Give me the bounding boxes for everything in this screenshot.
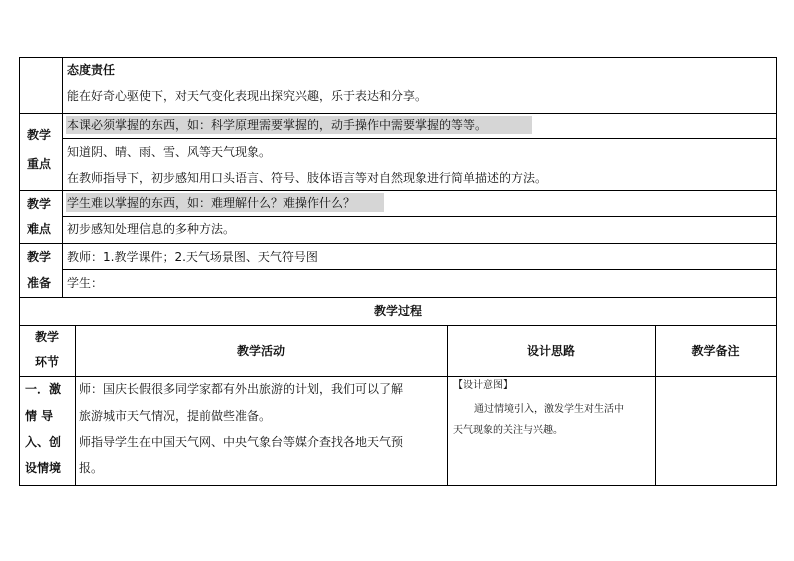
row1-design-tag: 【设计意图】 bbox=[453, 380, 513, 391]
preparation-label-line2: 准备 bbox=[27, 276, 52, 290]
key-points-label-line1: 教学 bbox=[27, 128, 52, 142]
difficult-points-note: 学生难以掌握的东西，如：难理解什么？难操作什么？ bbox=[67, 196, 356, 210]
row1-design-line1: 通过情境引入，激发学生对生活中 bbox=[474, 404, 624, 415]
header-design: 设计思路 bbox=[526, 344, 575, 358]
key-points-line1: 知道阴、晴、雨、雪、风等天气现象。 bbox=[67, 145, 272, 159]
row1-stage-line4: 设情境 bbox=[25, 461, 62, 475]
row1-design-line2: 天气现象的关注与兴趣。 bbox=[453, 425, 563, 436]
key-points-line2: 在教师指导下，初步感知用口头语言、符号、肢体语言等对自然现象进行简单描述的方法。 bbox=[67, 171, 548, 185]
header-activity: 教学活动 bbox=[236, 344, 285, 358]
attitude-title: 态度责任 bbox=[67, 63, 116, 77]
key-points-label-line2: 重点 bbox=[27, 157, 52, 171]
row1-activity-line4: 报。 bbox=[79, 461, 104, 475]
header-stage-line2: 环节 bbox=[34, 355, 59, 369]
preparation-student: 学生： bbox=[67, 276, 104, 290]
row1-activity-line2: 旅游城市天气情况，提前做些准备。 bbox=[79, 409, 272, 423]
preparation-teacher: 教师：1.教学课件；2.天气场景图、天气符号图 bbox=[67, 250, 318, 264]
header-notes: 教学备注 bbox=[691, 344, 740, 358]
row1-stage-line3: 入、创 bbox=[25, 435, 62, 449]
preparation-label-line1: 教学 bbox=[27, 250, 52, 264]
attitude-body: 能在好奇心驱使下，对天气变化表现出探究兴趣，乐于表达和分享。 bbox=[67, 89, 428, 103]
row1-stage-line1: 一．激 bbox=[25, 382, 62, 396]
key-points-note: 本课必须掌握的东西，如：科学原理需要掌握的，动手操作中需要掌握的等等。 bbox=[67, 118, 488, 132]
header-stage-line1: 教学 bbox=[34, 330, 59, 344]
row1-stage-line2: 情 导 bbox=[25, 409, 54, 423]
difficult-points-label-line2: 难点 bbox=[27, 222, 52, 236]
process-title: 教学过程 bbox=[373, 304, 422, 318]
difficult-points-line1: 初步感知处理信息的多种方法。 bbox=[67, 222, 236, 236]
difficult-points-label-line1: 教学 bbox=[27, 197, 52, 211]
row1-activity-line3: 师指导学生在中国天气网、中央气象台等媒介查找各地天气预 bbox=[79, 435, 404, 449]
row1-activity-line1: 师：国庆长假很多同学家都有外出旅游的计划，我们可以了解 bbox=[79, 382, 404, 396]
